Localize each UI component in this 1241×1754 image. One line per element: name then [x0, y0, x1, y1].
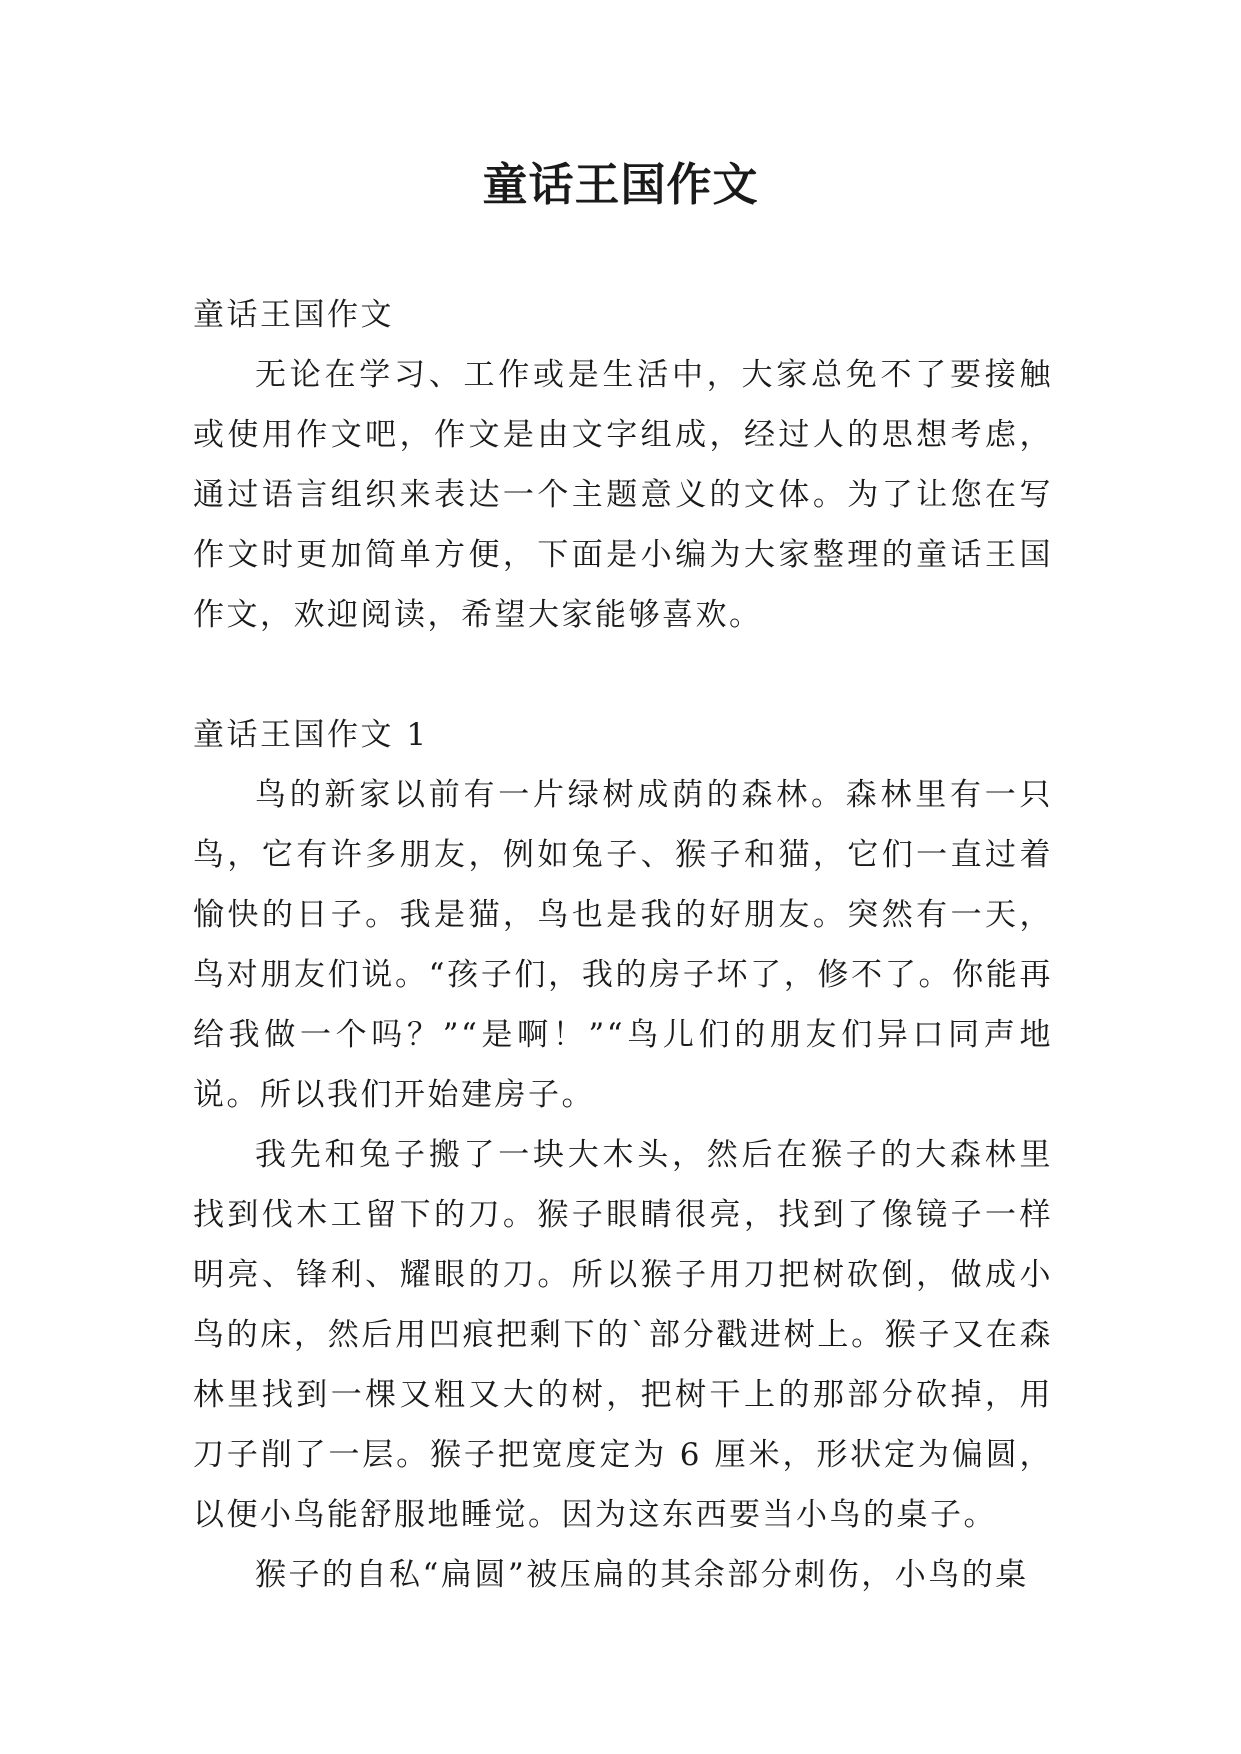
essay-paragraph-1: 鸟的新家以前有一片绿树成荫的森林。森林里有一只鸟，它有许多朋友，例如兔子、猴子和猫，它们一直过着愉快的日子。我是猫，鸟也是我的好朋友。突然有一天，鸟对朋友们说。“孩子们，我的房子坏了，修不了。你能再给我做一个吗？”“是啊！”“鸟儿们的朋友们异口同声地说。所以我们开始建房子。: [193, 777, 1053, 1113]
document-body: [193, 285, 1053, 1605]
section-spacer: [193, 645, 1053, 705]
essay-paragraph-2: 我先和兔子搬了一块大木头，然后在猴子的大森林里找到伐木工留下的刀。猴子眼睛很亮，找到了像镜子一样明亮、锋利、耀眼的刀。所以猴子用刀把树砍倒，做成小鸟的床，然后用凹痕把剩下的`部分戳进树上。猴子又在森林里找到一棵又粗又大的树，把树干上的那部分砍掉，用刀子削了一层。猴子把宽度定为 6 厘米，形状定为偏圆，以便小鸟能舒服地睡觉。因为这东西要当小鸟的桌子。: [193, 1137, 1053, 1533]
intro-heading: 童话王国作文: [193, 297, 394, 333]
essay-paragraph-3: 猴子的自私“扁圆”被压扁的其余部分刺伤，小鸟的桌: [255, 1557, 1029, 1593]
intro-paragraph: 无论在学习、工作或是生活中，大家总免不了要接触或使用作文吧，作文是由文字组成，经过人的思想考虑，通过语言组织来表达一个主题意义的文体。为了让您在写作文时更加简单方便，下面是小编为大家整理的童话王国作文，欢迎阅读，希望大家能够喜欢。: [193, 357, 1053, 633]
essay-heading: 童话王国作文 1: [193, 717, 429, 753]
document-title: 童话王国作文: [482, 158, 759, 211]
